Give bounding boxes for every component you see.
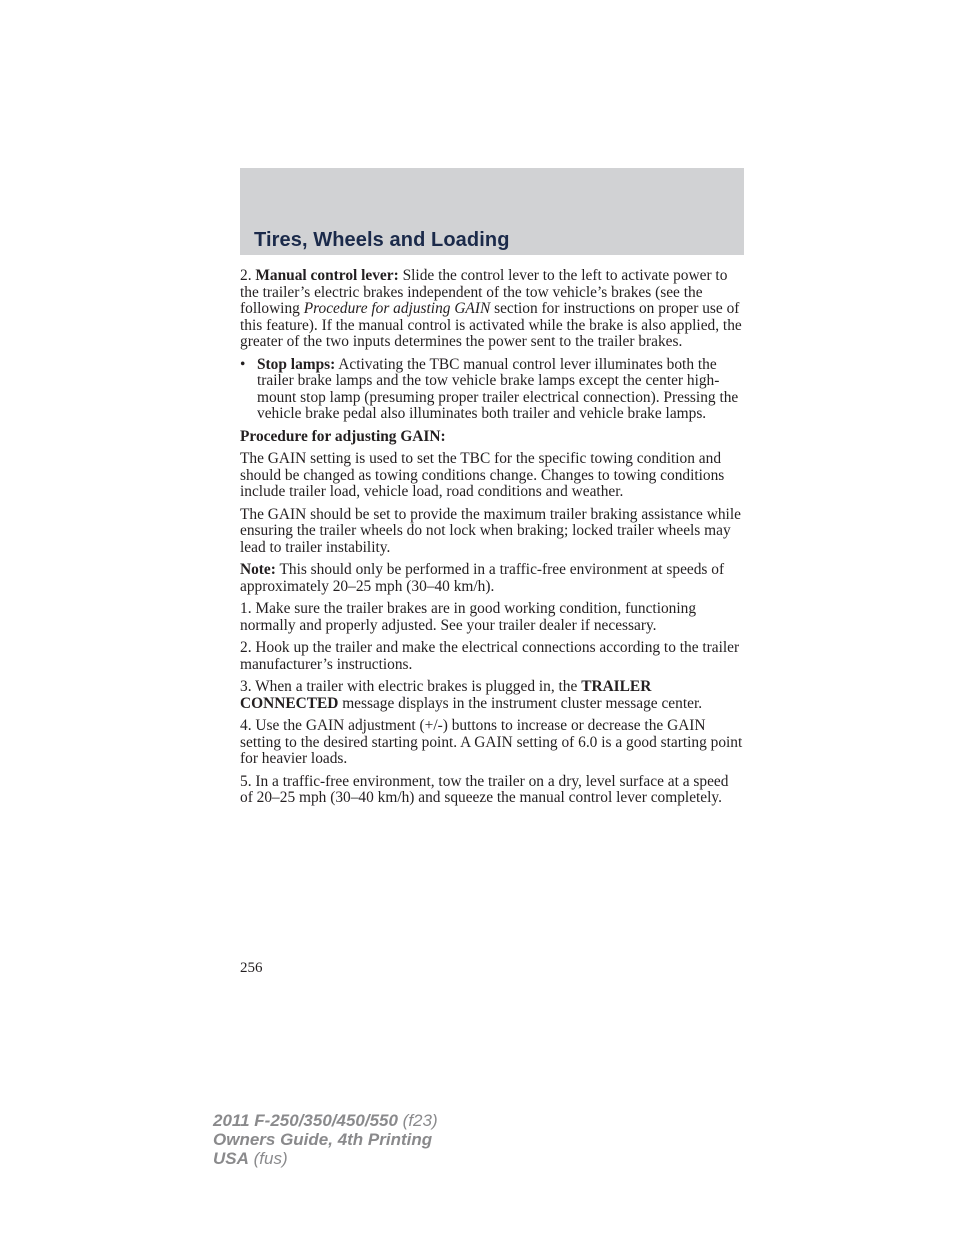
note-paragraph: [240, 562, 745, 595]
footer-model-code: (f23): [397, 1111, 438, 1130]
gain-set-paragraph: The GAIN should be set to provide the maximum trailer braking assistance while ensuring the trailer wheels do not lock when braking; locked trailer wheels may lead to trailer instability.: [240, 505, 741, 556]
footer-region: USA: [213, 1149, 249, 1168]
step-1: 1. Make sure the trailer brakes are in good working condition, functioning normally and properly adjusted. See your trailer dealer if necessary.: [240, 600, 697, 634]
paragraph-text: Slide the control lever to the left to activate power to the trailer’s electric brakes independent of the tow vehicle’s brakes (see the following: [240, 267, 728, 317]
note-label: Note:: [240, 561, 276, 578]
procedure-reference: Procedure for adjusting GAIN: [303, 300, 491, 317]
manual-control-lever-paragraph: [240, 268, 745, 351]
paragraph-number: 2.: [240, 267, 256, 284]
document-footer: [213, 1111, 438, 1168]
step-text: message displays in the instrument cluster message center.: [338, 694, 703, 712]
bullet-text: Activating the TBC manual control lever illuminates both the trailer brake lamps and the tow vehicle brake lamps except the center high-mount stop lamp (presuming proper trailer electrical connection). Pressing the vehicle brake pedal also illuminates both trailer and vehicle brake lamps.: [257, 355, 739, 422]
footer-guide: Owners Guide, 4th Printing: [213, 1130, 433, 1149]
section-header-band: [240, 168, 744, 255]
footer-guide-line: [213, 1130, 438, 1149]
manual-control-lever-term: Manual control lever:: [255, 267, 399, 284]
bullet-dot: •: [240, 355, 246, 373]
footer-region-code: (fus): [248, 1149, 288, 1168]
gain-setting-paragraph: The GAIN setting is used to set the TBC for the specific towing condition and should be changed as towing conditions change. Changes to towing conditions include trailer load, vehicle load, road conditions and weather.: [240, 450, 725, 500]
footer-model: 2011 F-250/350/450/550: [213, 1111, 398, 1130]
stop-lamps-term: Stop lamps:: [257, 355, 336, 373]
step-2: 2. Hook up the trailer and make the electrical connections according to the trailer manufacturer’s instructions.: [240, 639, 740, 673]
step-5: 5. In a traffic-free environment, tow the trailer on a dry, level surface at a speed of 20–25 mph (30–40 km/h) and squeeze the manual control lever completely.: [240, 772, 729, 806]
paragraph-text: section for instructions on proper use of this feature). If the manual control is activated while the brake is also applied, the greater of the two inputs determines the power sent to the trailer brakes.: [240, 300, 742, 350]
step-4: 4. Use the GAIN adjustment (+/-) buttons to increase or decrease the GAIN setting to the desired starting point. A GAIN setting of 6.0 is a good starting point for heavier loads.: [240, 717, 743, 767]
procedure-heading: [240, 429, 745, 446]
procedure-heading-text: Procedure for adjusting GAIN:: [240, 427, 446, 445]
step-3: [240, 679, 745, 712]
page-content: [240, 268, 745, 813]
footer-region-line: [213, 1149, 438, 1168]
trailer-connected-message: TRAILER CONNECTED: [240, 678, 652, 712]
note-text: This should only be performed in a traffic-free environment at speeds of approximately 20–25 mph (30–40 km/h).: [240, 561, 725, 595]
footer-model-line: [213, 1111, 438, 1130]
step-text: 3. When a trailer with electric brakes is plugged in, the: [240, 678, 582, 695]
page-number: 256: [240, 960, 263, 976]
stop-lamps-bullet: [240, 357, 745, 423]
section-title: Tires, Wheels and Loading: [254, 229, 510, 251]
